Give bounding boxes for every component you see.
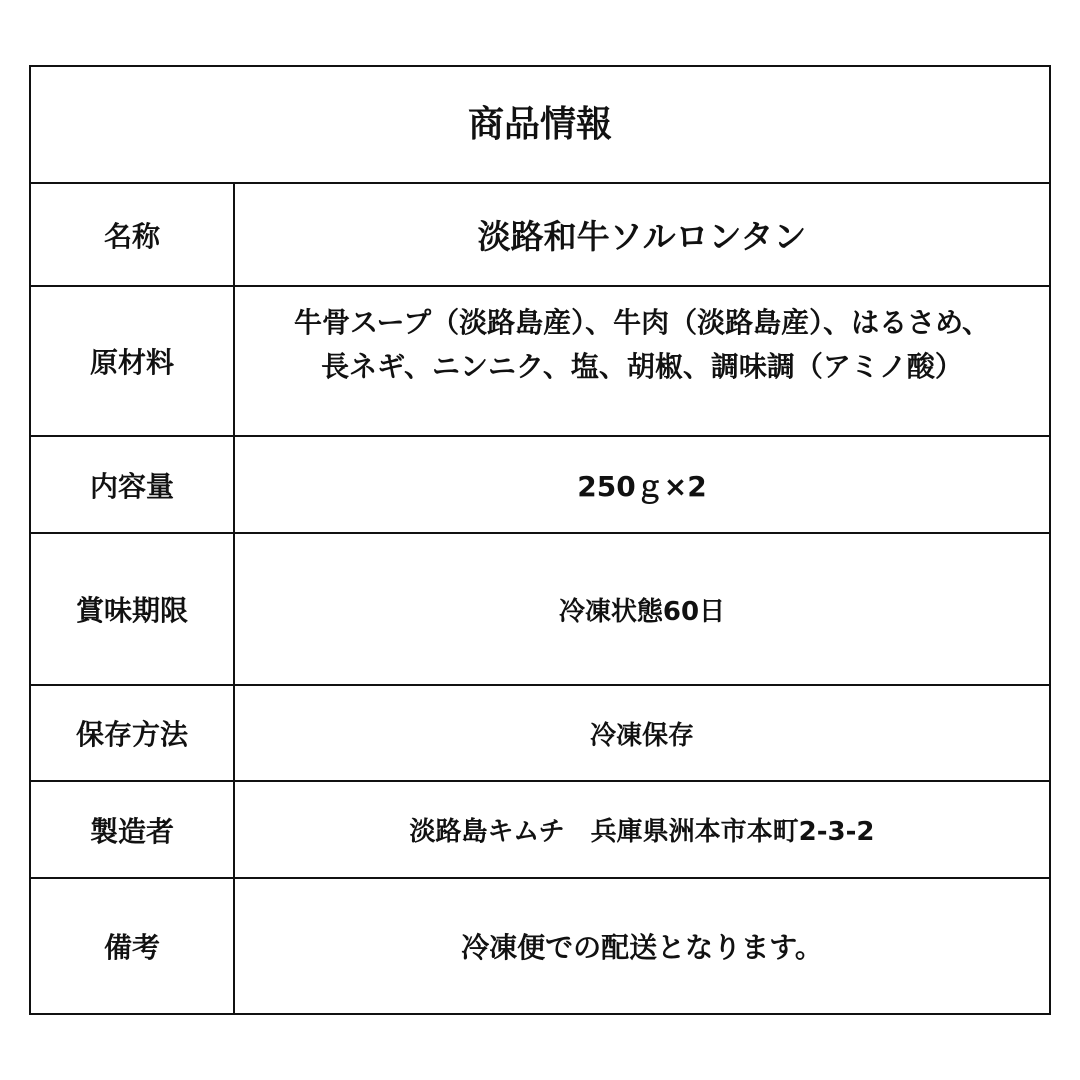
label-remarks: 備考 [31,879,235,1013]
table-title: 商品情報 [31,67,1049,184]
product-info-table [29,65,1051,1015]
label-storage: 保存方法 [31,686,235,782]
value-name: 淡路和牛ソルロンタン [235,184,1049,287]
value-quantity: 250ｇ×2 [235,437,1049,534]
label-manufacturer: 製造者 [31,782,235,879]
label-best-before: 賞味期限 [31,534,235,686]
value-remarks: 冷凍便での配送となります。 [461,931,823,964]
label-name: 名称 [31,184,235,287]
value-storage: 冷凍保存 [235,686,1049,782]
ingredients-line-2: 長ネギ、ニンニク、塩、胡椒、調味調（アミノ酸） [321,350,963,383]
label-quantity: 内容量 [31,437,235,534]
value-ingredients [235,287,1049,437]
value-best-before: 冷凍状態60日 [235,534,1049,686]
label-ingredients: 原材料 [31,287,235,437]
ingredients-line-1: 牛骨スープ（淡路島産）、牛肉（淡路島産）、はるさめ、 [293,306,991,339]
value-manufacturer: 淡路島キムチ 兵庫県洲本市本町2-3-2 [235,782,1049,879]
